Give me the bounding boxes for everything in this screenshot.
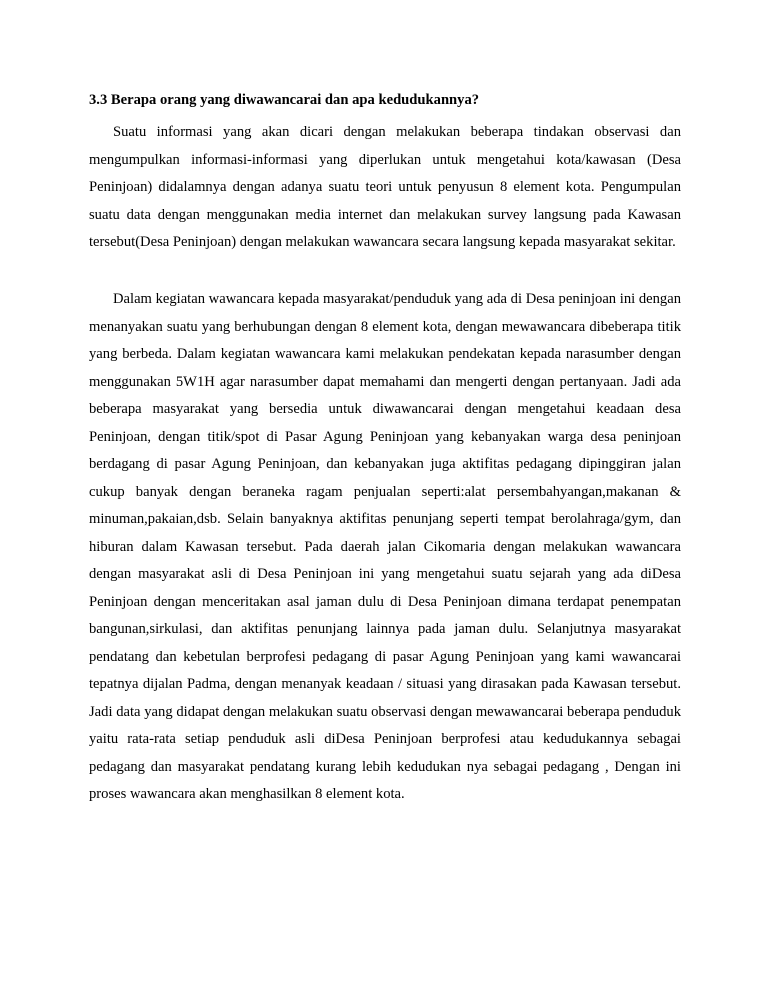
paragraph-1: Suatu informasi yang akan dicari dengan melakukan beberapa tindakan observasi dan mengumpulkan informasi-informasi yang diperlukan untuk mengetahui kota/kawasan (Desa Peninjoan) didalamnya dengan adanya suatu teori untuk penyusun 8 element kota. Pengumpulan suatu data dengan menggunakan media internet dan melakukan survey langsung pada Kawasan tersebut(Desa Peninjoan) dengan melakukan wawancara secara langsung kepada masyarakat sekitar. — [89, 124, 681, 250]
section-heading: 3.3 Berapa orang yang diwawancarai dan apa kedudukannya? — [89, 92, 480, 108]
paragraph-2: Dalam kegiatan wawancara kepada masyarakat/penduduk yang ada di Desa peninjoan ini dengan menanyakan suatu yang berhubungan dengan 8 element kota, dengan mewawancara dibeberapa titik yang berbeda. Dalam kegiatan wawancara kami melakukan pendekatan kepada narasumber dengan menggunakan 5W1H agar narasumber dapat memahami dan mengerti dengan pertanyaan. Jadi ada beberapa masyarakat yang bersedia untuk diwawancarai dengan mengetahui keadaan desa Peninjoan, dengan titik/spot di Pasar Agung Peninjoan yang kebanyakan warga desa peninjoan berdagang di pasar Agung Peninjoan, dan kebanyakan juga aktifitas pedagang dipinggiran jalan cukup banyak dengan beraneka ragam penjualan seperti:alat persembahyangan,makanan & minuman,pakaian,dsb. Selain banyaknya aktifitas penunjang seperti tempat berolahraga/gym, dan hiburan dalam Kawasan tersebut. Pada daerah jalan Cikomaria dengan melakukan wawancara dengan masyarakat asli di Desa Peninjoan ini yang mengetahui suatu sejarah yang ada diDesa Peninjoan dengan menceritakan asal jaman dulu di Desa Peninjoan dimana terdapat penempatan bangunan,sirkulasi, dan aktifitas penunjang lainnya pada jaman dulu. Selanjutnya masyarakat pendatang dan kebetulan berprofesi pedagang di pasar Agung Peninjoan yang kami wawancarai tepatnya dijalan Padma, dengan menanyak keadaan / situasi yang dirasakan pada Kawasan tersebut. Jadi data yang didapat dengan melakukan suatu observasi dengan mewawancarai beberapa penduduk yaitu rata-rata setiap penduduk asli diDesa Peninjoan berprofesi atau kedudukannya sebagai pedagang dan masyarakat pendatang kurang lebih kedudukan nya sebagai pedagang , Dengan ini proses wawancara akan menghasilkan 8 element kota. — [89, 291, 681, 802]
